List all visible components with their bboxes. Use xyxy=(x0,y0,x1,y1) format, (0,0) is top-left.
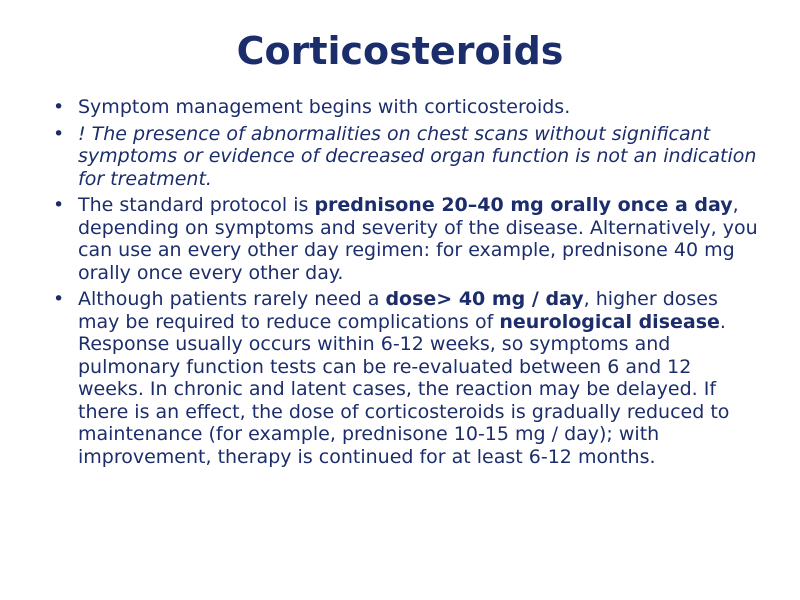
bullet-item xyxy=(50,96,762,119)
bullet-item xyxy=(50,288,762,468)
bullet-dot-icon: • xyxy=(53,122,65,145)
bullet-dot-icon: • xyxy=(53,194,65,216)
bullet-text-part: , depending on symptoms and severity of the disease. Alternatively, you can use an every other day regimen: for example, prednisone 40 mg orally once every other day. xyxy=(78,194,758,284)
bullet-item xyxy=(50,194,762,284)
bullet-text: Symptom management begins with corticosteroids. xyxy=(78,96,571,118)
bullet-text-part: , higher doses may be required to reduce complications of xyxy=(78,288,718,333)
bullet-dot-icon: • xyxy=(53,96,65,118)
bullet-text-emphasis: neurological disease xyxy=(499,310,720,333)
bullet-text-emphasis: prednisone 20–40 mg orally once a day xyxy=(314,194,733,216)
bullet-dot-icon: • xyxy=(53,288,65,310)
bullet-text-part: The standard protocol is xyxy=(78,194,315,216)
bullet-item-note xyxy=(50,123,762,191)
slide-content xyxy=(50,96,762,472)
bullet-text-part: Although patients rarely need a xyxy=(78,288,386,310)
slide-title: Corticosteroids xyxy=(236,29,564,73)
bullet-text-part: . Response usually occurs within 6-12 weeks, so symptoms and pulmonary function tests can be re-evaluated between 6 and 12 weeks. In chronic and latent cases, the reaction may be delayed. If there is an effect, the dose of corticosteroids is gradually reduced to maintenance (for example, prednisone 10-15 mg / day); with improvement, therapy is continued for at least 6-12 months. xyxy=(78,310,730,468)
bullet-text-emphasis: dose> 40 mg / day xyxy=(385,288,584,310)
bullet-text: ! The presence of abnormalities on chest scans without significant symptoms or evidence of decreased organ function is not an indication for treatment. xyxy=(78,122,757,190)
bullet-list xyxy=(50,96,762,468)
